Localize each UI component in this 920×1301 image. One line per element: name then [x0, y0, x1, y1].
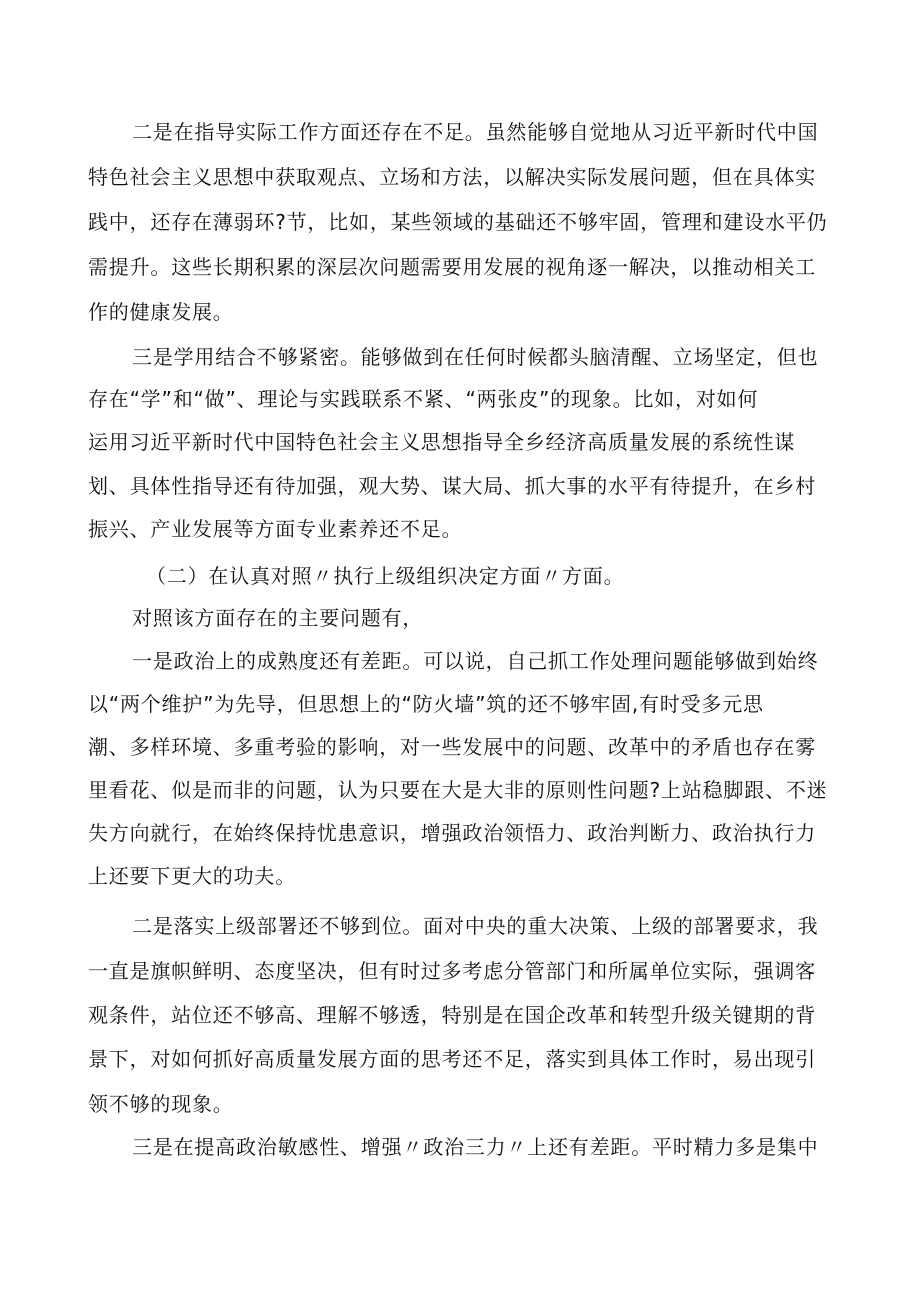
text-line: 划、具体性指导还有待加强，观大势、谋大局、抓大事的水平有待提升，在乡村 — [88, 474, 816, 498]
text-line: 景下，对如何抓好高质量发展方面的思考还不足，落实到具体工作时，易出现引 — [88, 1047, 816, 1071]
text-line: 践中，还存在薄弱环?节，比如，某些领域的基础还不够牢固，管理和建设水平仍 — [88, 210, 828, 234]
section-heading: （二）在认真对照〃执行上级组织决定方面〃方面。 — [146, 564, 625, 588]
text-line: 作的健康发展。 — [88, 300, 234, 324]
text-line: 失方向就行，在始终保持忧患意识，增强政治领悟力、政治判断力、政治执行力 — [88, 821, 816, 845]
text-line: 潮、多样环境、多重考验的影响，对一些发展中的问题、改革中的矛盾也存在雾 — [88, 735, 816, 759]
text-line: 二是在指导实际工作方面还存在不足。虽然能够自觉地从习近平新时代中国 — [132, 120, 819, 144]
text-line: 存在“学”和“做”、理论与实践联系不紧、“两张皮”的现象。比如，对如何 — [88, 387, 759, 411]
text-line: 二是落实上级部署还不够到位。面对中央的重大决策、上级的部署要求，我 — [132, 914, 819, 938]
text-line: 领不够的现象。 — [88, 1092, 234, 1116]
text-line: 对照该方面存在的主要问题有， — [132, 606, 424, 630]
text-line: 三是学用结合不够紧密。能够做到在任何时候都头脑清醒、立场坚定，但也 — [132, 345, 819, 369]
text-line: 特色社会主义思想中获取观点、立场和方法，以解决实际发展问题，但在具体实 — [88, 165, 816, 189]
text-line: 一直是旗帜鲜明、态度坚决，但有时过多考虑分管部门和所属单位实际，强调客 — [88, 959, 816, 983]
text-line: 一是政治上的成熟度还有差距。可以说，自己抓工作处理问题能够做到始终 — [132, 649, 819, 673]
text-line: 三是在提高政治敏感性、增强〃政治三力〃上还有差距。平时精力多是集中 — [132, 1135, 819, 1159]
text-line: 里看花、似是而非的问题，认为只要在大是大非的原则性问题?上站稳脚跟、不迷 — [88, 778, 828, 802]
text-line: 需提升。这些长期积累的深层次问题需要用发展的视角逐一解决，以推动相关工 — [88, 255, 816, 279]
text-line: 观条件，站位还不够高、理解不够透，特别是在国企改革和转型升级关键期的背 — [88, 1003, 816, 1027]
text-line: 上还要下更大的功夫。 — [88, 864, 296, 888]
text-line: 振兴、产业发展等方面专业素养还不足。 — [88, 517, 463, 541]
text-line: 运用习近平新时代中国特色社会主义思想指导全乡经济高质量发展的系统性谋 — [88, 430, 796, 454]
text-line: 以“两个维护”为先导，但思想上的“防火墙”筑的还不够牢固,有时受多元思 — [88, 692, 764, 716]
